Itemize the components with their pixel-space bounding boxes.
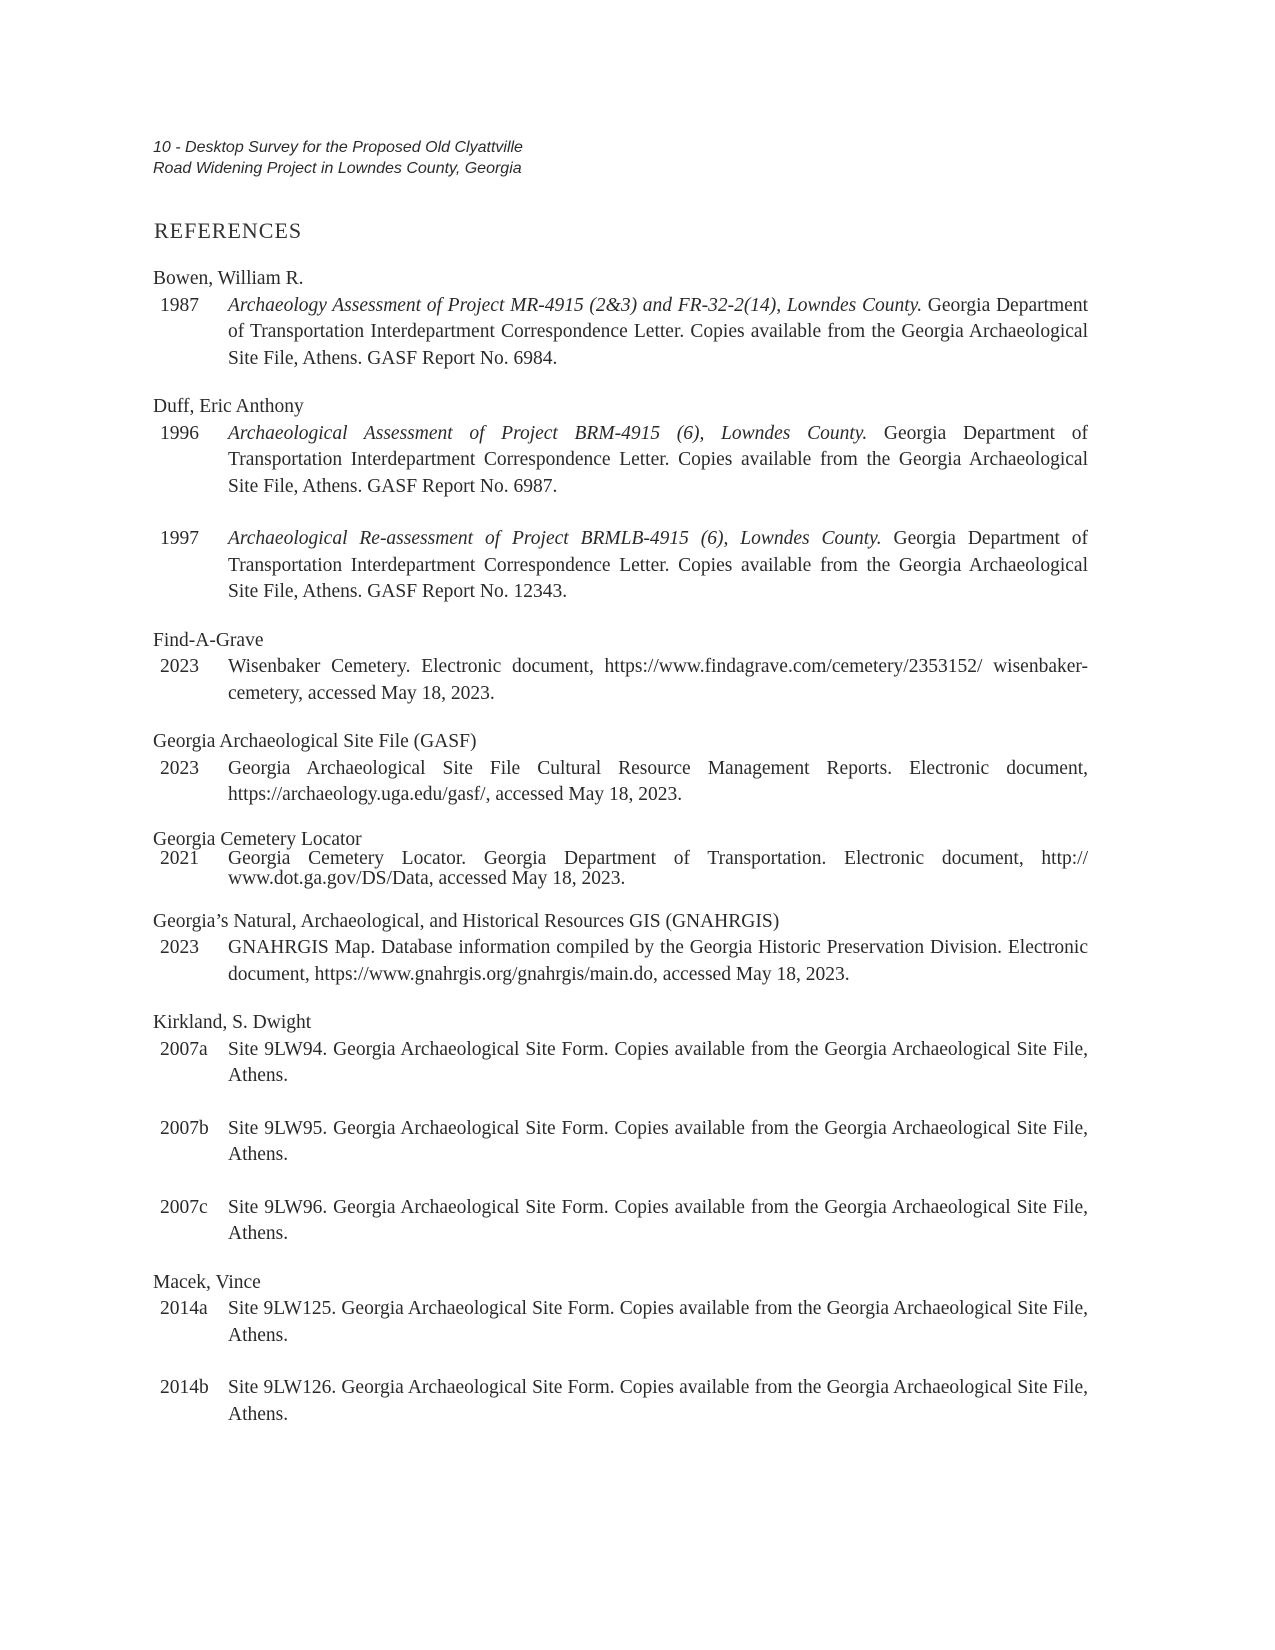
reference-author: Duff, Eric Anthony bbox=[153, 396, 304, 417]
reference-author: Georgia’s Natural, Archaeological, and Historical Resources GIS (GNAHRGIS) bbox=[153, 910, 780, 932]
reference-group bbox=[153, 909, 1088, 989]
reference-year: 2014b bbox=[160, 1377, 209, 1398]
reference-group bbox=[153, 1270, 1088, 1429]
reference-title: Archaeological Assessment of Project BRM-4915 (6), Lowndes County. bbox=[228, 422, 868, 444]
reference-year: 2007b bbox=[160, 1117, 209, 1139]
reference-year: 2007a bbox=[160, 1038, 208, 1060]
reference-text: Georgia Department of Transportation Interdepartment Correspondence Letter. Copies available from the Georgia Archaeological Site File, Athens. GASF Report No. 12343. bbox=[228, 528, 1088, 602]
header-line-1: 10 - Desktop Survey for the Proposed Old Clyattville bbox=[153, 139, 523, 156]
reference-text: GNAHRGIS Map. Database information compiled by the Georgia Historic Preservation Division. Electronic document, https://www.gnahrgis.org/gnahrgis/main.do, accessed May 18, 2023. bbox=[228, 937, 1088, 985]
reference-title: Archaeology Assessment of Project MR-4915 (2&3) and FR-32-2(14), Lowndes County. bbox=[228, 294, 923, 316]
reference-author: Georgia Cemetery Locator bbox=[153, 828, 362, 850]
reference-entry bbox=[153, 935, 1088, 988]
reference-entry bbox=[153, 421, 1088, 501]
reference-text: Site 9LW94. Georgia Archaeological Site Form. Copies available from the Georgia Archaeological Site File, Athens. bbox=[228, 1038, 1088, 1086]
reference-year: 2014a bbox=[160, 1298, 208, 1319]
section-title: REFERENCES bbox=[154, 218, 303, 243]
reference-entry bbox=[153, 1375, 1088, 1428]
reference-group bbox=[153, 394, 1088, 606]
reference-group bbox=[153, 1010, 1088, 1248]
reference-author: Bowen, William R. bbox=[153, 268, 304, 289]
reference-entry bbox=[153, 849, 1088, 889]
reference-group bbox=[153, 828, 1088, 889]
reference-entry bbox=[153, 1296, 1088, 1349]
reference-author: Find-A-Grave bbox=[153, 629, 264, 651]
reference-entry bbox=[153, 1116, 1088, 1169]
reference-group bbox=[153, 729, 1088, 809]
reference-text: Site 9LW126. Georgia Archaeological Site Form. Copies available from the Georgia Archaeological Site File, Athens. bbox=[228, 1377, 1088, 1425]
reference-entry bbox=[153, 654, 1088, 707]
header-line-2: Road Widening Project in Lowndes County, Georgia bbox=[153, 160, 522, 177]
reference-year: 1996 bbox=[160, 422, 199, 444]
reference-text: Georgia Cemetery Locator. Georgia Department of Transportation. Electronic document, http:// www.dot.ga.gov/DS/Data, accessed May 18, 2023. bbox=[228, 847, 1088, 889]
reference-author: Georgia Archaeological Site File (GASF) bbox=[153, 731, 477, 752]
reference-year: 2023 bbox=[160, 757, 199, 779]
reference-group bbox=[153, 628, 1088, 708]
reference-text: Georgia Department of Transportation Interdepartment Correspondence Letter. Copies available from the Georgia Archaeological Site File, Athens. GASF Report No. 6987. bbox=[228, 422, 1088, 497]
reference-title: Archaeological Re-assessment of Project BRMLB-4915 (6), Lowndes County. bbox=[228, 528, 882, 549]
reference-text: Georgia Department of Transportation Interdepartment Correspondence Letter. Copies available from the Georgia Archaeological Site File, Athens. GASF Report No. 6984. bbox=[228, 294, 1088, 369]
reference-author: Kirkland, S. Dwight bbox=[153, 1012, 312, 1033]
reference-entry bbox=[153, 1195, 1088, 1248]
reference-year: 1997 bbox=[160, 528, 199, 549]
reference-entry bbox=[153, 526, 1088, 606]
reference-author: Macek, Vince bbox=[153, 1271, 261, 1293]
reference-entry bbox=[153, 756, 1088, 809]
reference-text: Site 9LW125. Georgia Archaeological Site Form. Copies available from the Georgia Archaeological Site File, Athens. bbox=[228, 1298, 1088, 1346]
reference-entry bbox=[153, 293, 1088, 373]
reference-group bbox=[153, 266, 1088, 372]
reference-year: 2007c bbox=[160, 1196, 208, 1218]
reference-text: Site 9LW95. Georgia Archaeological Site Form. Copies available from the Georgia Archaeological Site File, Athens. bbox=[228, 1117, 1088, 1165]
reference-year: 1987 bbox=[160, 294, 199, 316]
reference-year: 2023 bbox=[160, 656, 199, 677]
reference-entry bbox=[153, 1037, 1088, 1090]
reference-text: Wisenbaker Cemetery. Electronic document, https://www.findagrave.com/cemetery/2353152/ wisenbaker-cemetery, accessed May 18, 2023. bbox=[228, 656, 1088, 704]
reference-year: 2021 bbox=[160, 847, 199, 869]
reference-list bbox=[153, 266, 1088, 1450]
reference-text: Site 9LW96. Georgia Archaeological Site Form. Copies available from the Georgia Archaeological Site File, Athens. bbox=[228, 1196, 1088, 1244]
reference-year: 2023 bbox=[160, 937, 199, 958]
page-header bbox=[153, 137, 713, 179]
reference-text: Georgia Archaeological Site File Cultural Resource Management Reports. Electronic document, https://archaeology.uga.edu/gasf/, accessed May 18, 2023. bbox=[228, 757, 1088, 805]
